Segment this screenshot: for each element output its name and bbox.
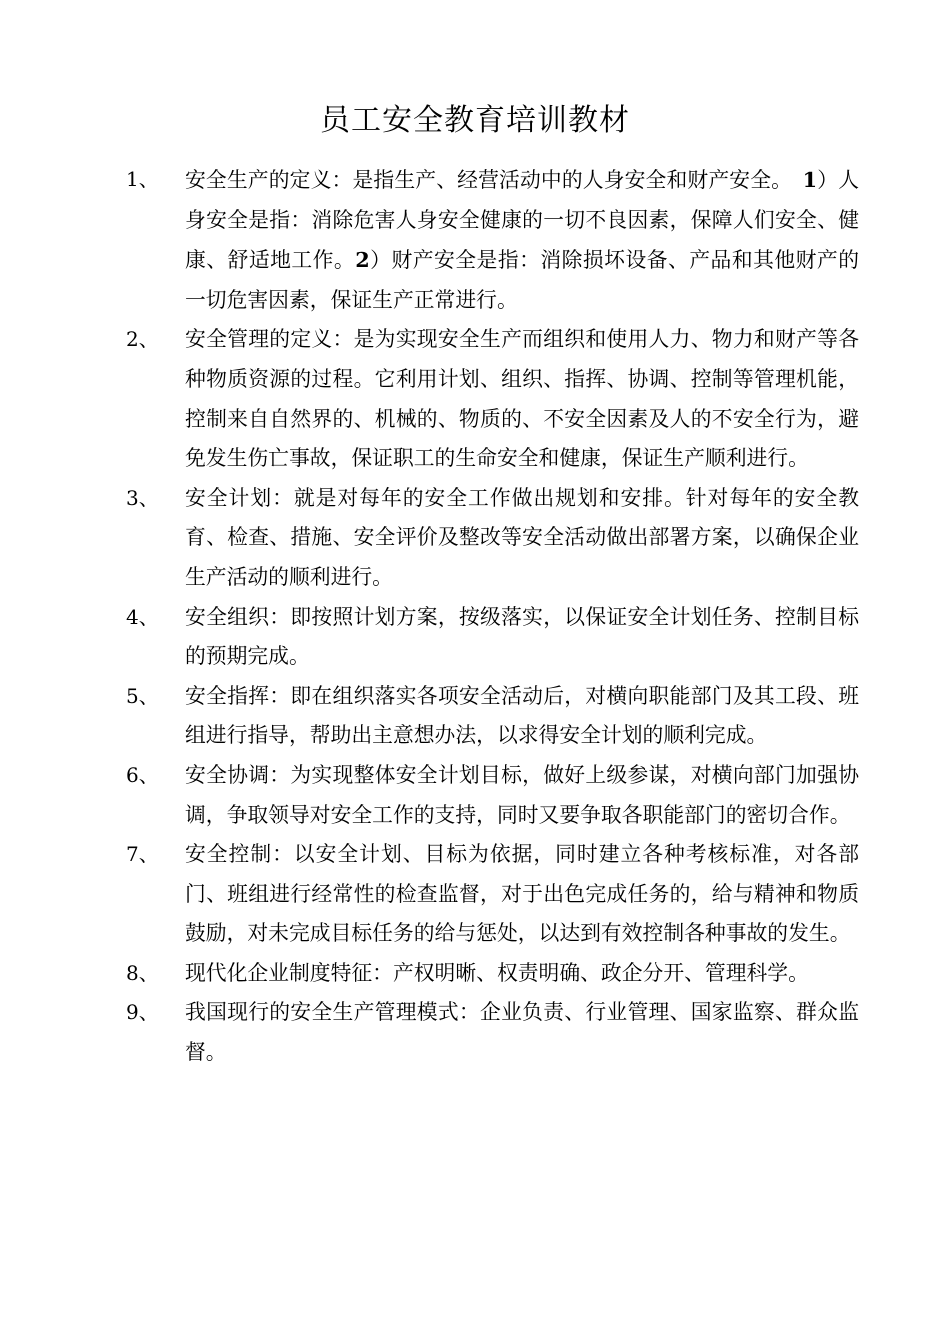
- sub-item-number: 2: [355, 247, 370, 273]
- item-number: 2、: [126, 327, 159, 352]
- list-item: [0, 479, 950, 598]
- list-item: [0, 954, 950, 994]
- item-number: 7、: [126, 842, 159, 867]
- list-item: [0, 835, 950, 954]
- sub-item-number: 1: [802, 167, 818, 192]
- item-text-part: ）财产安全是指：消除损坏设备、产品和其他财产的一切危害因素，保证生产正常进行。: [185, 248, 860, 312]
- item-list: [0, 160, 950, 1073]
- item-text: 安全组织：即按照计划方案，按级落实，以保证安全计划任务、控制目标的预期完成。: [185, 604, 859, 669]
- item-text-part: 安全生产的定义：是指生产、经营活动中的人身安全和财产安全。: [185, 168, 803, 192]
- item-text: [185, 160, 859, 320]
- item-text: 安全指挥：即在组织落实各项安全活动后，对横向职能部门及其工段、班组进行指导，帮助出主意想办法，以求得安全计划的顺利完成。: [185, 683, 859, 748]
- item-text: 现代化企业制度特征：产权明晰、权责明确、政企分开、管理科学。: [185, 960, 809, 985]
- item-number: 5、: [126, 683, 159, 708]
- item-text: 安全协调：为实现整体安全计划目标，做好上级参谋，对横向部门加强协调，争取领导对安全工作的支持，同时又要争取各职能部门的密切合作。: [185, 762, 859, 827]
- item-number: 4、: [126, 604, 159, 629]
- list-item: [0, 993, 950, 1072]
- item-text-part: ）人身安全是指：消除危害人身安全健康的一切不良因素，保障人们安全、健康、舒适地工作。: [185, 168, 859, 273]
- list-item: [0, 756, 950, 835]
- list-item: [0, 160, 950, 320]
- item-number: 9、: [126, 1000, 159, 1025]
- item-number: 1、: [126, 167, 159, 191]
- item-text: 安全管理的定义：是为实现安全生产而组织和使用人力、物力和财产等各种物质资源的过程。它利用计划、组织、指挥、协调、控制等管理机能，控制来自自然界的、机械的、物质的、不安全因素及人的不安全行为，避免发生伤亡事故，保证职工的生命安全和健康，保证生产顺利进行。: [185, 327, 859, 471]
- item-number: 3、: [126, 485, 159, 510]
- item-text: 我国现行的安全生产管理模式：企业负责、行业管理、国家监察、群众监督。: [185, 1000, 859, 1065]
- item-text: 安全控制：以安全计划、目标为依据，同时建立各种考核标准，对各部门、班组进行经常性的检查监督，对于出色完成任务的，给与精神和物质鼓励，对未完成目标任务的给与惩处，以达到有效控制各种事故的发生。: [185, 842, 859, 946]
- document-title: 员工安全教育培训教材: [320, 103, 630, 138]
- list-item: [0, 320, 950, 478]
- list-item: [0, 677, 950, 756]
- item-text: 安全计划：就是对每年的安全工作做出规划和安排。针对每年的安全教育、检查、措施、安全评价及整改等安全活动做出部署方案，以确保企业生产活动的顺利进行。: [185, 485, 859, 589]
- item-number: 8、: [126, 960, 159, 985]
- list-item: [0, 598, 950, 677]
- item-number: 6、: [126, 762, 159, 787]
